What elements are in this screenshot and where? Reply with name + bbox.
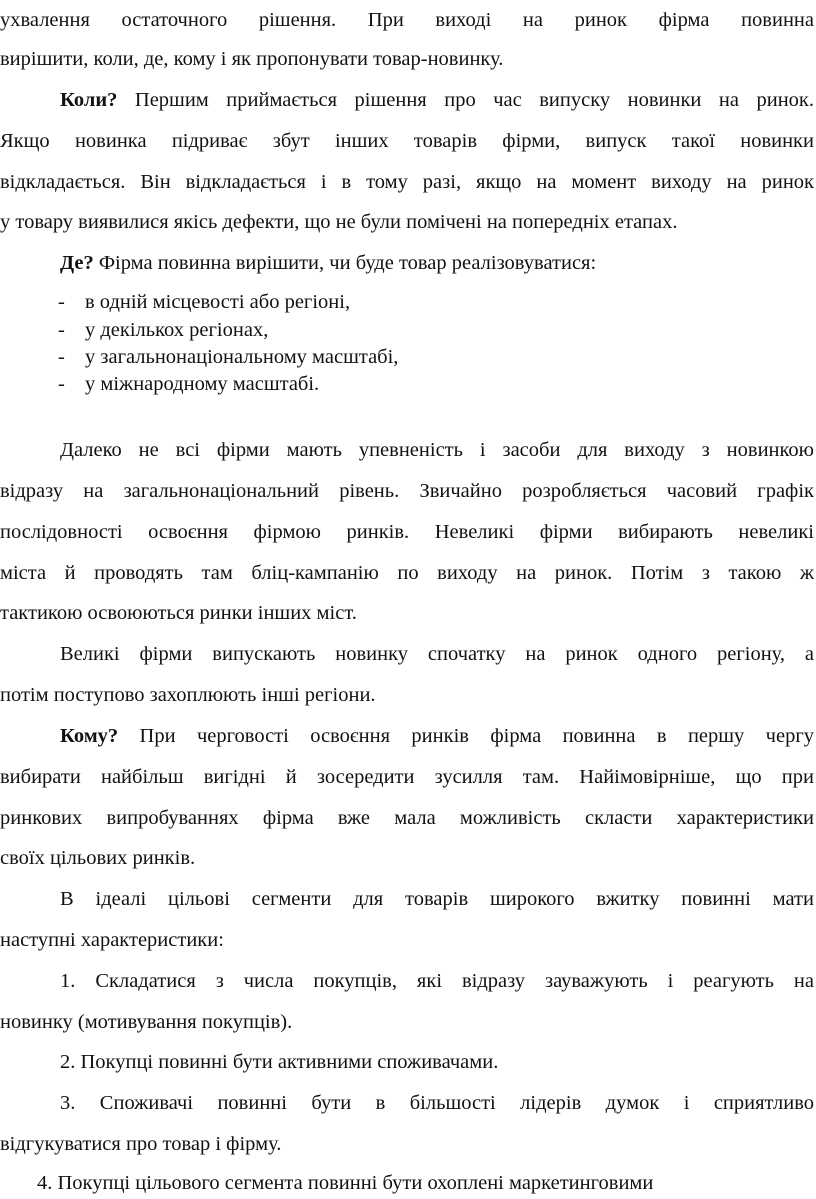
heading-where: Де? <box>60 252 94 274</box>
text-line: В ідеалі цільові сегменти для товарів широкого вжитку повинні мати <box>60 888 814 910</box>
text-line: новинку (мотивування покупців). <box>0 1011 293 1033</box>
text-line: відгукуватися про товар і фірму. <box>0 1133 282 1155</box>
text-line: вибирати найбільш вигідні й зосередити зусилля там. Найімовірніше, що при <box>0 766 814 788</box>
list-item: - в одній місцевості або регіоні, <box>58 291 351 313</box>
text-line: Якщо новинка підриває збут інших товарів фірми, випуск такої новинки <box>0 130 814 152</box>
text-line: Далеко не всі фірми мають упевненість і засоби для виходу з новинкою <box>60 439 814 461</box>
text-line: вирішити, коли, де, кому і як пропонувати товар-новинку. <box>0 48 504 70</box>
text-line: Великі фірми випускають новинку спочатку на ринок одного регіону, а <box>60 643 814 665</box>
numbered-item: 2. Покупці повинні бути активними споживачами. <box>60 1051 499 1073</box>
heading-whom: Кому? <box>60 725 119 747</box>
text-line: ухвалення остаточного рішення. При виході на ринок фірма повинна <box>0 9 814 31</box>
paragraph-when: Коли? Першим приймається рішення про час випуску новинки на ринок. <box>60 89 814 111</box>
heading-when: Коли? <box>60 89 118 111</box>
text-line: потім поступово захоплюють інші регіони. <box>0 684 376 706</box>
text-line: послідовності освоєння фірмою ринків. Невеликі фірми вибирають невеликі <box>0 521 814 543</box>
text-line: відразу на загальнонаціональний рівень. Звичайно розробляється часовий графік <box>0 480 814 502</box>
paragraph-where: Де? Фірма повинна вирішити, чи буде товар реалізовуватися: <box>60 252 597 274</box>
text-line: тактикою освоюються ринки інших міст. <box>0 602 357 624</box>
list-item: - у загальнонаціональному масштабі, <box>58 346 399 368</box>
text-line: ринкових випробуваннях фірма вже мала можливість скласти характеристики <box>0 807 814 829</box>
paragraph-whom: Кому? При черговості освоєння ринків фірма повинна в першу чергу <box>60 725 814 747</box>
text-line: наступні характеристики: <box>0 929 224 951</box>
text-line: міста й проводять там бліц-кампанію по виходу на ринок. Потім з такою ж <box>0 562 814 584</box>
list-item: - у міжнародному масштабі. <box>58 373 320 395</box>
list-item: - у декількох регіонах, <box>58 319 269 341</box>
numbered-item: 4. Покупці цільового сегмента повинні бути охоплені маркетинговими <box>37 1172 654 1194</box>
numbered-item: 1. Складатися з числа покупців, які відразу зауважують і реагують на <box>60 970 814 992</box>
text-line: відкладається. Він відкладається і в тому разі, якщо на момент виходу на ринок <box>0 171 814 193</box>
text-line: у товару виявилися якісь дефекти, що не були помічені на попередніх етапах. <box>0 211 678 233</box>
numbered-item: 3. Споживачі повинні бути в більшості лідерів думок і сприятливо <box>60 1092 814 1114</box>
text-line: своїх цільових ринків. <box>0 847 196 869</box>
